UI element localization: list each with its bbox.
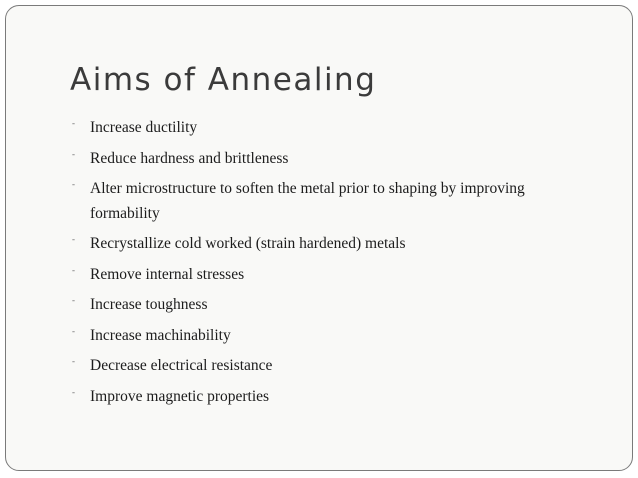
bullet-dash-icon: - — [72, 386, 75, 397]
bullet-dash-icon: - — [72, 264, 75, 275]
bullet-item — [72, 293, 572, 318]
slide-title: Aims of Annealing — [70, 62, 377, 98]
bullet-dash-icon: - — [72, 356, 75, 366]
bullet-item — [72, 177, 572, 226]
bullet-item — [72, 354, 572, 379]
bullet-list — [72, 116, 572, 415]
bullet-dash-icon: - — [72, 118, 75, 128]
slide — [5, 5, 633, 471]
bullet-item — [72, 116, 572, 141]
bullet-text: Improve magnetic properties — [90, 387, 270, 405]
bullet-dash-icon: - — [72, 148, 75, 159]
bullet-text: Alter microstructure to soften the metal prior to shaping by improving formability — [90, 180, 525, 222]
bullet-text: Decrease electrical resistance — [90, 357, 273, 374]
bullet-text: Remove internal stresses — [90, 265, 245, 283]
bullet-text: Increase machinability — [90, 326, 231, 344]
bullet-item — [72, 263, 572, 288]
bullet-dash-icon: - — [72, 179, 75, 189]
bullet-item — [72, 324, 572, 349]
bullet-item — [72, 385, 572, 410]
bullet-item — [72, 147, 572, 172]
bullet-dash-icon: - — [72, 295, 75, 305]
bullet-dash-icon: - — [72, 234, 75, 244]
bullet-item — [72, 232, 572, 257]
bullet-text: Increase toughness — [90, 296, 208, 313]
bullet-dash-icon: - — [72, 325, 75, 336]
bullet-text: Reduce hardness and brittleness — [90, 149, 289, 167]
bullet-text: Recrystallize cold worked (strain hardened) metals — [90, 235, 406, 252]
bullet-text: Increase ductility — [90, 119, 198, 136]
